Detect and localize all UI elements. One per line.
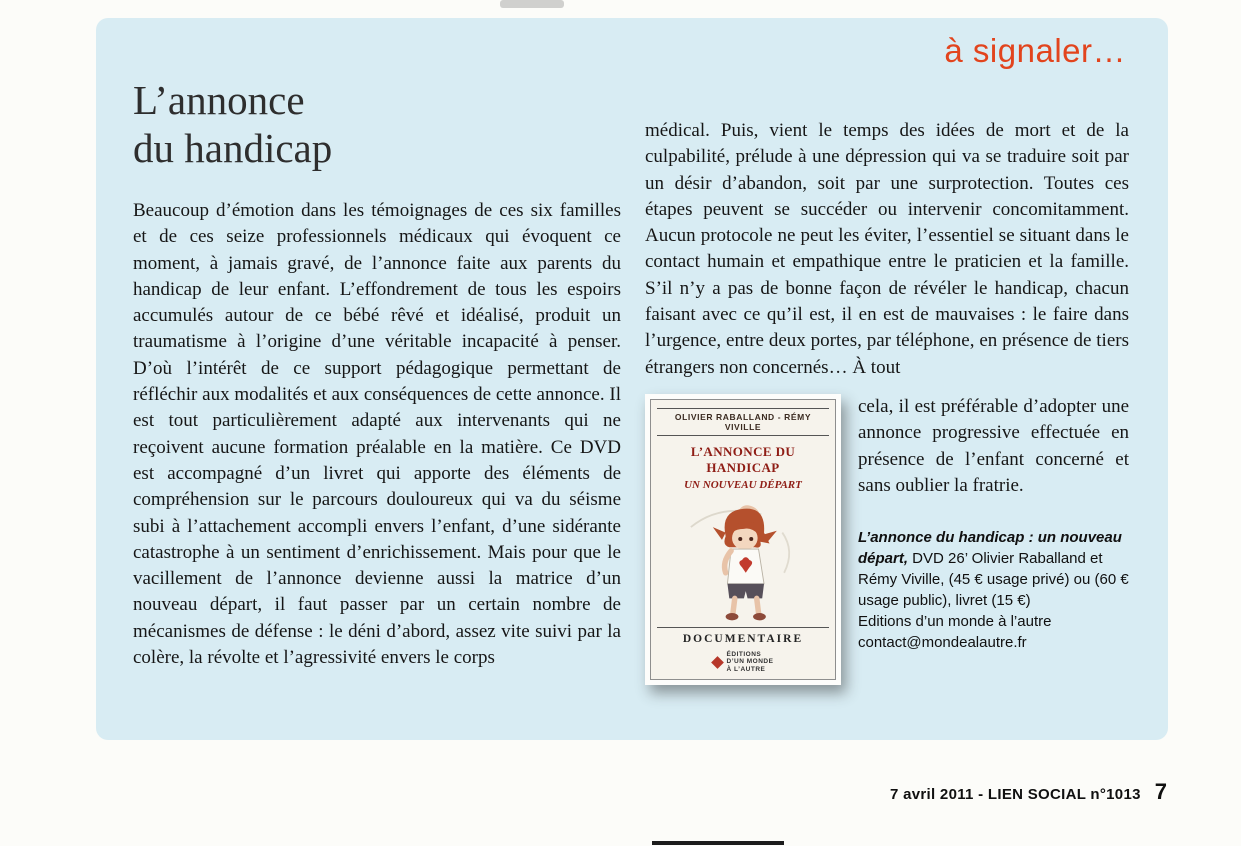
title-line-2: du handicap	[133, 125, 333, 171]
footer-page-number: 7	[1154, 779, 1167, 804]
dvd-cover-inner	[650, 399, 836, 681]
caption-publisher: Editions d’un monde à l’autre	[858, 613, 1052, 631]
article-box	[96, 18, 1168, 740]
caption-main	[858, 527, 1129, 611]
publisher-name	[727, 651, 774, 674]
scan-artifact	[500, 0, 564, 8]
column-left	[133, 198, 621, 671]
body-paragraph-wrap: cela, il est préférable d’adopter une annonce progressive effectuée en présence de l’enfant concerné et sans oublier la fratrie.	[858, 395, 1129, 496]
title-line-1: L’annonce	[133, 77, 305, 123]
publisher-line: D’UN MONDE	[726, 658, 774, 666]
caption-title: L’annonce du handicap : un nouveau départ,	[858, 529, 1122, 568]
cover-title: L’ANNONCE DU HANDICAP	[690, 443, 796, 475]
publisher-line: ÉDITIONS	[726, 650, 762, 658]
beside-cover-column	[858, 394, 1129, 653]
cover-genre: DOCUMENTAIRE	[657, 627, 829, 645]
dvd-cover	[645, 394, 841, 686]
cover-illustration	[673, 496, 813, 624]
caption-email: contact@mondealautre.fr	[858, 634, 1027, 652]
caption-details: DVD 26’ Olivier Raballand et Rémy Viville, (45 € usage privé) ou (60 € usage public), livret (15 €)	[858, 550, 1129, 610]
section-label: à signaler…	[944, 32, 1126, 69]
cover-and-text-row	[645, 394, 1129, 686]
cover-publisher-logo	[657, 651, 829, 674]
cover-authors: OLIVIER RABALLAND - RÉMY VIVILLE	[657, 408, 829, 436]
body-paragraph-left: Beaucoup d’émotion dans les témoignages de ces six familles et de ces seize professionnels médicaux qui évoquent ce moment, à jamais gravé, de l’annonce faite aux parents du handicap de leur enfant. L’effondrement de tous les espoirs accumulés autour de ce bébé rêvé et idéalisé, produit un traumatisme à l’origine d’une véritable incapacité à penser. D’où l’intérêt de ce support pédagogique permettant de réfléchir aux modalités et aux conséquences de cette annonce. Il est tout particulièrement adapté aux intervenants qui ne reçoivent aucune formation préalable en la matière. Ce DVD est accompagné d’un livret qui apporte des éléments de compréhension sur le parcours douloureux qui va du séisme subi à l’attachement accompli envers l’enfant, d’une sidérante catastrophe à un sentiment d’enrichissement. Mais pour que le vacillement de l’annonce devienne aussi la matrice d’un nouveau départ, il faut passer par un certain nombre de mécanismes de défense : le déni d’abord, assez vite suivi par la colère, la révolte et l’agressivité envers le corps	[133, 200, 621, 669]
publisher-mark-icon	[711, 656, 724, 669]
scan-artifact	[652, 841, 784, 845]
footer	[890, 779, 1167, 805]
publisher-line: À L’AUTRE	[726, 665, 766, 673]
article-title	[133, 76, 332, 172]
footer-issue: 7 avril 2011 - LIEN SOCIAL n°1013	[890, 786, 1141, 803]
caption	[858, 527, 1129, 653]
body-paragraph-right: médical. Puis, vient le temps des idées de mort et de la culpabilité, prélude à une dépression qui va se traduire soit par un désir d’abandon, soit par une surprotection. Toutes ces étapes peuvent se succéder ou intervenir concomitamment. Aucun protocole ne peut les éviter, l’essentiel se situant dans le contact humain et empathique entre le praticien et la famille. S’il n’y a pas de bonne façon de révéler le handicap, chacun faisant avec ce qu’il est, il en est de mauvaises : le faire dans l’urgence, entre deux portes, par téléphone, en présence de tiers étrangers non concernés… À tout	[645, 120, 1129, 378]
column-right	[645, 118, 1129, 685]
cover-subtitle: UN NOUVEAU DÉPART	[684, 478, 802, 491]
